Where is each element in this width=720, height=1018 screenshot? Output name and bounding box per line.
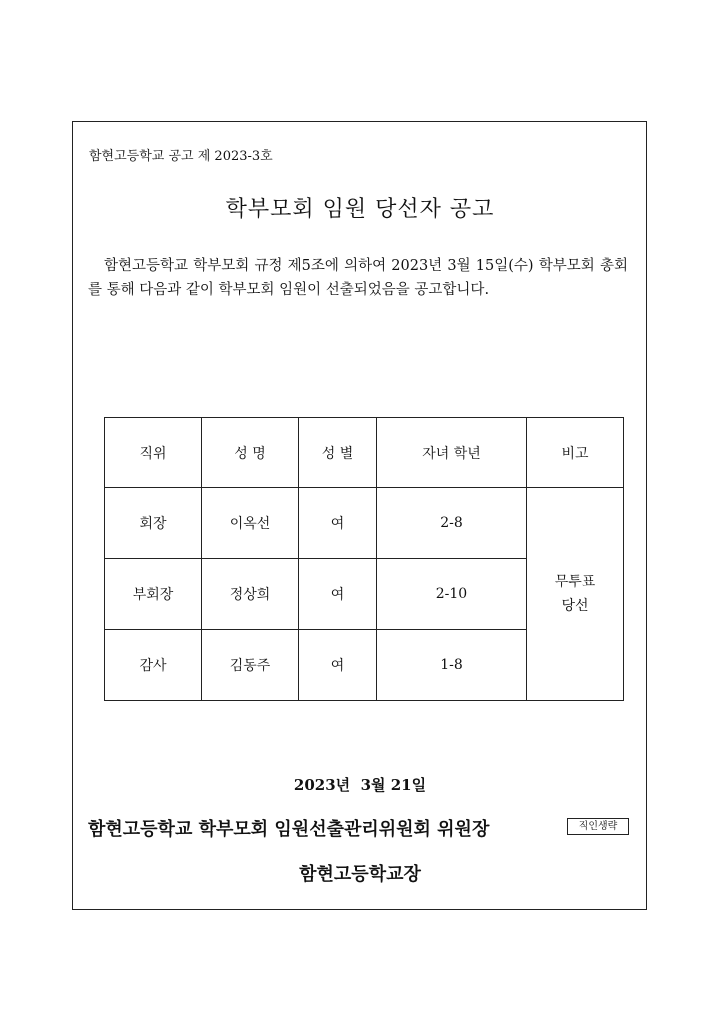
results-table [104, 417, 624, 701]
issuer-name: 함현고등학교 학부모회 임원선출관리위원회 위원장 [88, 819, 490, 840]
cell-gender: 여 [299, 630, 377, 701]
seal-omitted-stamp: 직인생략 [567, 818, 629, 835]
cell-grade: 2-8 [377, 488, 527, 559]
col-header-note: 비고 [527, 418, 624, 488]
cell-position: 부회장 [105, 559, 202, 630]
page-title: 학부모회 임원 당선자 공고 [225, 197, 495, 222]
col-header-grade: 자녀 학년 [377, 418, 527, 488]
col-header-position: 직위 [105, 418, 202, 488]
table-header-row [105, 418, 624, 488]
cell-grade: 2-10 [377, 559, 527, 630]
cell-gender: 여 [299, 488, 377, 559]
cell-gender: 여 [299, 559, 377, 630]
table-row [105, 488, 624, 559]
cell-position: 회장 [105, 488, 202, 559]
principal-name: 함현고등학교장 [299, 864, 421, 885]
notice-body [88, 254, 628, 302]
notice-paragraph: 함현고등학교 학부모회 규정 제5조에 의하여 2023년 3월 15일(수) 학부모회 총회를 통해 다음과 같이 학부모회 임원이 선출되었음을 공고합니다. [88, 258, 628, 298]
notice-date: 2023년 3월 21일 [293, 776, 427, 794]
cell-grade: 1-8 [377, 630, 527, 701]
note-line-1: 무투표 [554, 574, 596, 590]
notice-number: 함현고등학교 공고 제 2023-3호 [89, 149, 273, 164]
cell-name: 정상희 [202, 559, 299, 630]
cell-position: 감사 [105, 630, 202, 701]
cell-name: 김동주 [202, 630, 299, 701]
note-line-2: 당선 [561, 598, 589, 614]
col-header-name: 성 명 [202, 418, 299, 488]
col-header-gender: 성 별 [299, 418, 377, 488]
cell-note [527, 488, 624, 701]
cell-name: 이옥선 [202, 488, 299, 559]
